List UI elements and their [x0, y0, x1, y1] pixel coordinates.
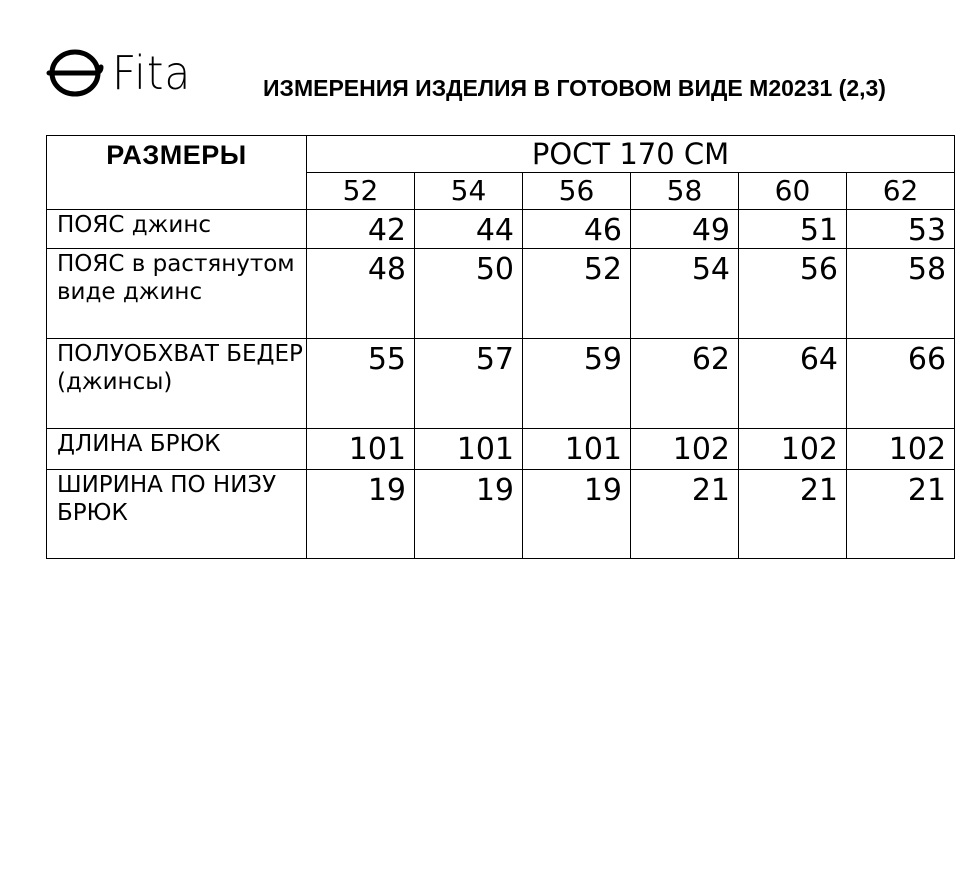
- table-cell: 57: [415, 339, 523, 429]
- table-cell: 102: [631, 429, 739, 470]
- row-label: ПОЯС джинс: [47, 210, 307, 249]
- row-label: ШИРИНА ПО НИЗУ БРЮК: [47, 470, 307, 559]
- table-cell: 102: [739, 429, 847, 470]
- table-cell: 21: [847, 470, 955, 559]
- table-header-row: [47, 136, 955, 173]
- table-cell: 19: [523, 470, 631, 559]
- row-label: ПОЛУОБХВАТ БЕДЕР (джинсы): [47, 339, 307, 429]
- table-cell: 51: [739, 210, 847, 249]
- table-cell: 19: [415, 470, 523, 559]
- brand-name: Fita: [112, 46, 192, 100]
- table-row: [47, 249, 955, 339]
- table-row: [47, 470, 955, 559]
- size-column-header: 54: [415, 173, 523, 210]
- table-row: [47, 429, 955, 470]
- table-cell: 62: [631, 339, 739, 429]
- table-cell: 50: [415, 249, 523, 339]
- table-cell: 21: [739, 470, 847, 559]
- table-cell: 19: [307, 470, 415, 559]
- brand-logo: [46, 45, 198, 101]
- fita-theta-logo-icon: [46, 48, 104, 98]
- table-cell: 101: [415, 429, 523, 470]
- table-cell: 101: [307, 429, 415, 470]
- table-cell: 53: [847, 210, 955, 249]
- table-row: [47, 339, 955, 429]
- table-cell: 64: [739, 339, 847, 429]
- document-title: ИЗМЕРЕНИЯ ИЗДЕЛИЯ В ГОТОВОМ ВИДЕ М20231 (2,3): [263, 75, 886, 101]
- size-column-header: 52: [307, 173, 415, 210]
- table-cell: 21: [631, 470, 739, 559]
- table-cell: 46: [523, 210, 631, 249]
- table-cell: 42: [307, 210, 415, 249]
- row-label: ПОЯС в растянутом виде джинс: [47, 249, 307, 339]
- table-cell: 58: [847, 249, 955, 339]
- table-cell: 49: [631, 210, 739, 249]
- table-cell: 55: [307, 339, 415, 429]
- row-label: ДЛИНА БРЮК: [47, 429, 307, 470]
- table-cell: 48: [307, 249, 415, 339]
- table-row: [47, 210, 955, 249]
- table-cell: 59: [523, 339, 631, 429]
- table-cell: 102: [847, 429, 955, 470]
- sizes-header: РАЗМЕРЫ: [47, 136, 307, 210]
- table-cell: 54: [631, 249, 739, 339]
- table-cell: 101: [523, 429, 631, 470]
- size-column-header: 56: [523, 173, 631, 210]
- table-cell: 66: [847, 339, 955, 429]
- size-column-header: 60: [739, 173, 847, 210]
- table-cell: 56: [739, 249, 847, 339]
- size-column-header: 58: [631, 173, 739, 210]
- table-cell: 44: [415, 210, 523, 249]
- height-header: РОСТ 170 СМ: [307, 136, 955, 173]
- size-column-header: 62: [847, 173, 955, 210]
- size-measurements-table: [46, 135, 955, 559]
- table-cell: 52: [523, 249, 631, 339]
